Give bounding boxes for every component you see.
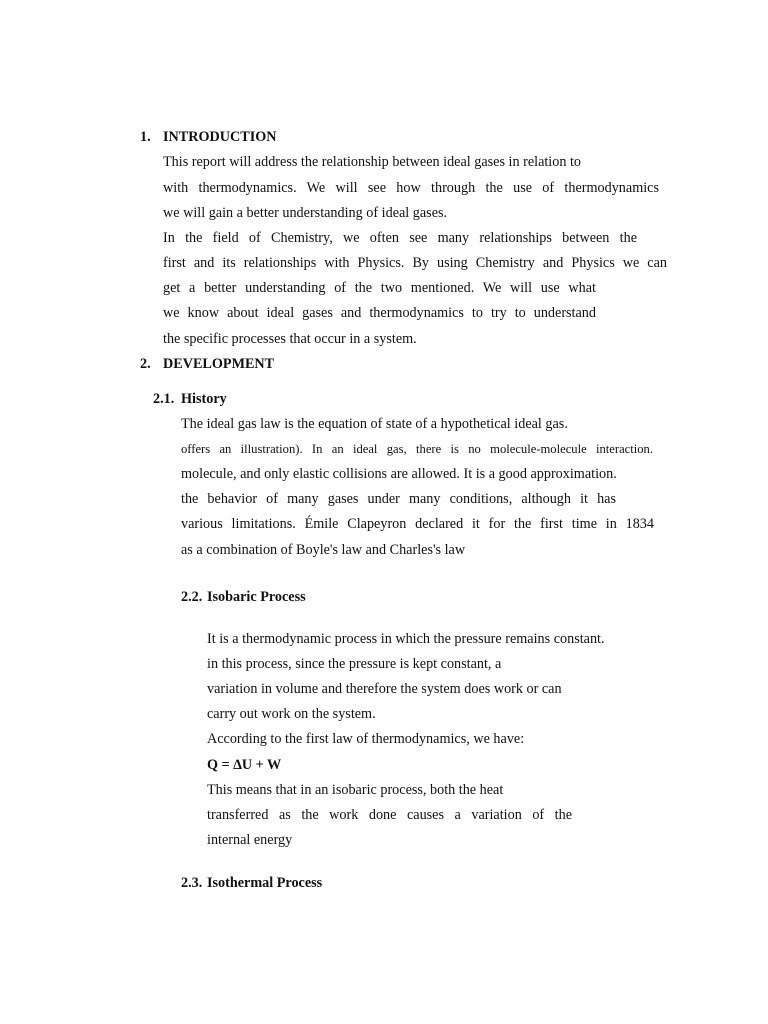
- subsection-2-3-title: Isothermal Process: [207, 875, 323, 891]
- intro-line-3: we will gain a better understanding of ideal gases.: [163, 205, 448, 221]
- subsection-2-3-number: 2.3.: [181, 875, 203, 891]
- isobaric-line-5: According to the first law of thermodynamics, we have:: [207, 731, 525, 747]
- subsection-2-1-number: 2.1.: [153, 391, 175, 407]
- intro-line-6: get a better understanding of the two mentioned. We will use what: [163, 280, 596, 296]
- history-line-2: offers an illustration). In an ideal gas, there is no molecule-molecule interaction.: [181, 442, 653, 456]
- intro-line-8: the specific processes that occur in a system.: [163, 331, 417, 347]
- history-line-1: The ideal gas law is the equation of state of a hypothetical ideal gas.: [181, 416, 568, 432]
- isobaric-line-4: carry out work on the system.: [207, 706, 376, 722]
- section-2-title: DEVELOPMENT: [163, 356, 275, 372]
- intro-line-4: In the field of Chemistry, we often see many relationships between the: [163, 230, 637, 246]
- isobaric-after-line-3: internal energy: [207, 832, 293, 848]
- section-1-title: INTRODUCTION: [163, 129, 277, 145]
- isobaric-line-2: in this process, since the pressure is kept constant, a: [207, 656, 502, 672]
- intro-line-2: with thermodynamics. We will see how through the use of thermodynamics: [163, 180, 659, 196]
- history-line-5: various limitations. Émile Clapeyron declared it for the first time in 1834: [181, 516, 654, 532]
- subsection-2-2-number: 2.2.: [181, 589, 203, 605]
- history-line-6: as a combination of Boyle's law and Charles's law: [181, 542, 466, 558]
- history-line-3: molecule, and only elastic collisions are allowed. It is a good approximation.: [181, 466, 617, 482]
- intro-line-5: first and its relationships with Physics. By using Chemistry and Physics we can: [163, 255, 667, 271]
- first-law-formula: Q = ∆U + W: [207, 757, 282, 773]
- isobaric-line-3: variation in volume and therefore the system does work or can: [207, 681, 562, 697]
- isobaric-line-1: It is a thermodynamic process in which the pressure remains constant.: [207, 631, 605, 647]
- intro-line-1: This report will address the relationship between ideal gases in relation to: [163, 154, 582, 170]
- history-line-4: the behavior of many gases under many conditions, although it has: [181, 491, 616, 507]
- isobaric-after-line-2: transferred as the work done causes a variation of the: [207, 807, 572, 823]
- subsection-2-2-title: Isobaric Process: [207, 589, 306, 605]
- isobaric-after-line-1: This means that in an isobaric process, both the heat: [207, 782, 504, 798]
- section-1-number: 1.: [140, 129, 151, 145]
- intro-line-7: we know about ideal gases and thermodynamics to try to understand: [163, 305, 596, 321]
- subsection-2-1-title: History: [181, 391, 227, 407]
- section-2-number: 2.: [140, 356, 151, 372]
